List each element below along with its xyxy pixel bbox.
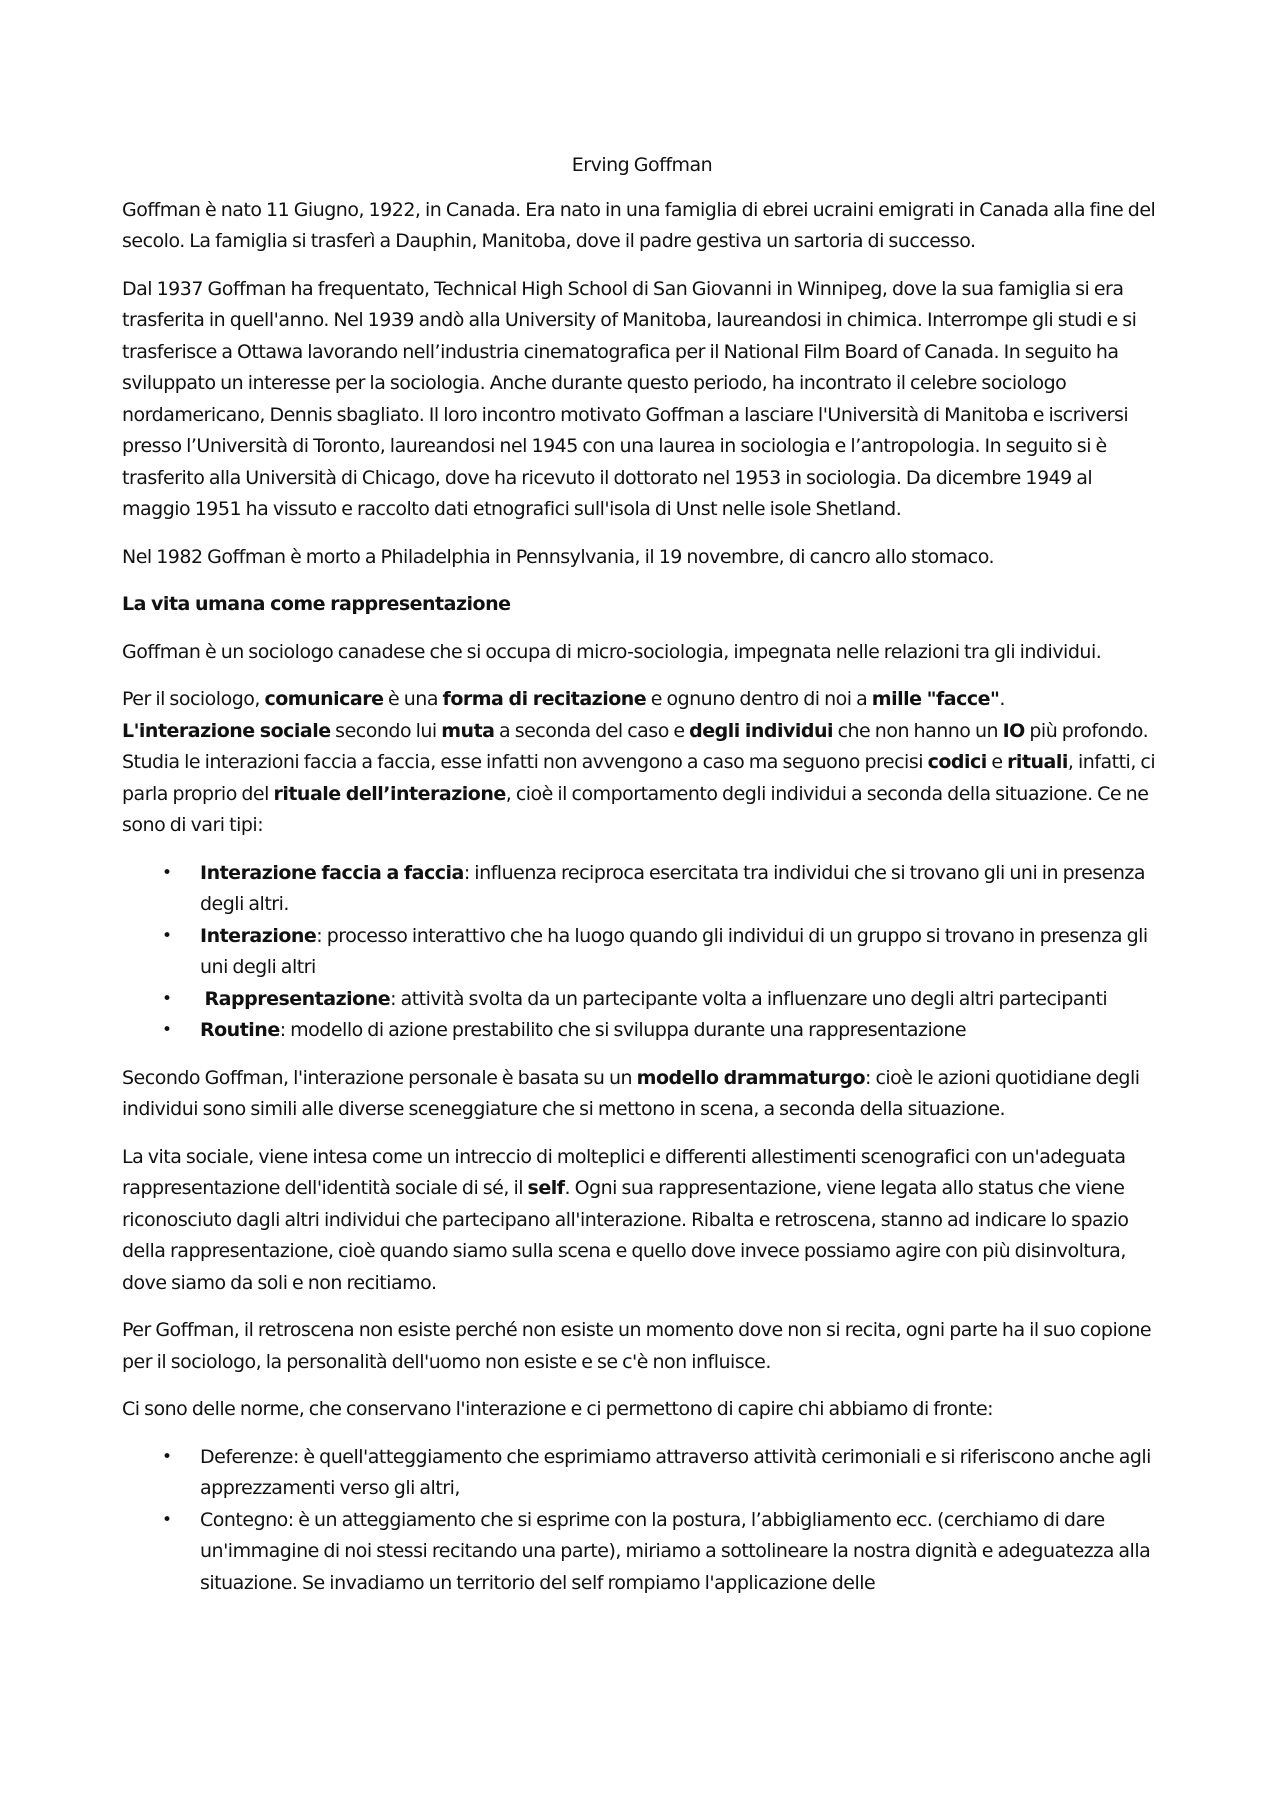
text-run: : cioè le azioni quotidiane degli individui sono simili alle diverse sceneggiature che si mettono in scena, a seconda della situazione. xyxy=(122,1066,1140,1120)
list-item xyxy=(122,1505,1162,1600)
text-run: La vita sociale, viene intesa come un intreccio di molteplici e differenti allestimenti scenografici con un'adeguata rappresentazione dell'identità sociale di sé, il xyxy=(122,1145,1126,1199)
bold-run: IO xyxy=(1002,719,1025,742)
backstage-paragraph: Per Goffman, il retroscena non esiste perché non esiste un momento dove non si recita, ogni parte ha il suo copione per il sociologo, la personalità dell'uomo non esiste e se c'è non influisce. xyxy=(122,1319,1152,1373)
text-run: Per il sociologo, xyxy=(122,688,265,710)
text-run: e ognuno dentro di noi a xyxy=(646,688,872,710)
section-heading: La vita umana come rappresentazione xyxy=(122,593,511,615)
bold-run: modello drammaturgo xyxy=(636,1066,866,1089)
norms-intro-paragraph: Ci sono delle norme, che conservano l'interazione e ci permettono di capire chi abbiamo di fronte: xyxy=(122,1398,994,1420)
document-title: Erving Goffman xyxy=(571,154,713,176)
bold-run: mille "facce" xyxy=(871,688,1000,710)
list-text: Contegno: è un atteggiamento che si esprime con la postura, l’abbigliamento ecc. (cerchiamo di dare un'immagine di noi stessi recitando una parte), miriamo a sottolineare la nostra dignità e adeguatezza alla situazione. Se invadiamo un territorio del self rompiamo l'applicazione delle xyxy=(200,1508,1151,1594)
text-run: . xyxy=(999,688,1005,710)
list-desc: : modello di azione prestabilito che si sviluppa durante una rappresentazione xyxy=(279,1019,967,1041)
dramaturgical-model-paragraph xyxy=(122,1063,1162,1126)
text-run: secondo lui xyxy=(330,719,442,742)
bullet-icon: • xyxy=(162,1509,172,1530)
bullet-icon: • xyxy=(162,862,172,883)
text-run: più profondo. Studia le interazioni faccia a faccia, esse infatti non avvengono a caso ma seguono precisi xyxy=(122,719,1149,773)
list-desc: : attività svolta da un partecipante volta a influenzare uno degli altri partecipanti xyxy=(390,987,1108,1010)
list-term: Routine xyxy=(200,1019,280,1041)
bold-run: rituale dell’interazione xyxy=(273,782,506,805)
bullet-icon: • xyxy=(162,988,172,1009)
text-run: , cioè il comportamento degli individui a seconda della situazione. Ce ne sono di vari tipi: xyxy=(122,782,1149,836)
list-term: Interazione faccia a faccia xyxy=(200,861,464,884)
interaction-types-list xyxy=(122,858,1162,1047)
list-item xyxy=(122,858,1162,921)
text-run: Secondo Goffman, l'interazione personale è basata su un xyxy=(122,1066,637,1089)
bullet-icon: • xyxy=(162,925,172,946)
list-item xyxy=(122,1442,1162,1505)
bold-run: comunicare xyxy=(264,688,384,710)
text-run: . Ogni sua rappresentazione, viene legata allo status che viene riconosciuto dagli altri individui che partecipano all'interazione. Ribalta e retroscena, stanno ad indicare lo spazio della rappresentazione, cioè quando siamo sulla scena e quello dove invece possiamo agire con più disinvoltura, dove siamo da soli e non recitiamo. xyxy=(122,1177,1129,1294)
bio-paragraph-birth: Goffman è nato 11 Giugno, 1922, in Canada. Era nato in una famiglia di ebrei ucraini emigrati in Canada alla fine del secolo. La famiglia si trasferì a Dauphin, Manitoba, dove il padre gestiva un sartoria di successo. xyxy=(122,198,1156,252)
bold-run: muta xyxy=(441,719,495,742)
text-run: a seconda del caso e xyxy=(494,719,690,742)
bold-run: forma di recitazione xyxy=(442,688,647,710)
bold-run: codici xyxy=(927,751,987,773)
communication-paragraph xyxy=(122,684,1162,842)
list-desc: : influenza reciproca esercitata tra individui che si trovano gli uni in presenza degli altri. xyxy=(200,861,1146,915)
list-text: Deferenze: è quell'atteggiamento che esprimiamo attraverso attività cerimoniali e si riferiscono anche agli apprezzamenti verso gli altri, xyxy=(200,1445,1151,1499)
bullet-icon: • xyxy=(162,1446,172,1467)
document-body xyxy=(122,150,1162,1615)
text-run: , infatti, ci parla proprio del xyxy=(122,751,1156,805)
list-term: Interazione xyxy=(200,924,317,947)
bio-paragraph-death: Nel 1982 Goffman è morto a Philadelphia in Pennsylvania, il 19 novembre, di cancro allo stomaco. xyxy=(122,545,995,568)
bold-run: self xyxy=(527,1177,565,1199)
bold-run: L'interazione sociale xyxy=(122,719,331,742)
norms-list xyxy=(122,1442,1162,1600)
list-desc: : processo interattivo che ha luogo quando gli individui di un gruppo si trovano in presenza gli uni degli altri xyxy=(200,924,1148,978)
list-item xyxy=(122,921,1162,984)
bold-run: rituali xyxy=(1007,751,1068,773)
text-run: è una xyxy=(383,688,443,710)
intro-paragraph: Goffman è un sociologo canadese che si occupa di micro-sociologia, impegnata nelle relazioni tra gli individui. xyxy=(122,640,1102,663)
bold-run: degli individui xyxy=(689,719,834,742)
list-term: Rappresentazione xyxy=(204,987,391,1010)
text-run: che non hanno un xyxy=(833,719,1003,742)
list-item xyxy=(122,1015,1162,1047)
social-life-paragraph xyxy=(122,1142,1162,1300)
bullet-icon: • xyxy=(162,1020,172,1040)
bio-paragraph-education: Dal 1937 Goffman ha frequentato, Technical High School di San Giovanni in Winnipeg, dove la sua famiglia si era trasferita in quell'anno. Nel 1939 andò alla University of Manitoba, laureandosi in chimica. Interrompe gli studi e si trasferisce a Ottawa lavorando nell’industria cinematografica per il National Film Board of Canada. In seguito ha sviluppato un interesse per la sociologia. Anche durante questo periodo, ha incontrato il celebre sociologo nordamericano, Dennis sbagliato. Il loro incontro motivato Goffman a lasciare l'Università di Manitoba e iscriversi presso l’Università di Toronto, laureandosi nel 1945 con una laurea in sociologia e l’antropologia. In seguito si è trasferito alla Università di Chicago, dove ha ricevuto il dottorato nel 1953 in sociologia. Da dicembre 1949 al maggio 1951 ha vissuto e raccolto dati etnografici sull'isola di Unst nelle isole Shetland. xyxy=(122,277,1137,520)
list-item xyxy=(122,984,1162,1016)
text-run: e xyxy=(986,751,1008,773)
